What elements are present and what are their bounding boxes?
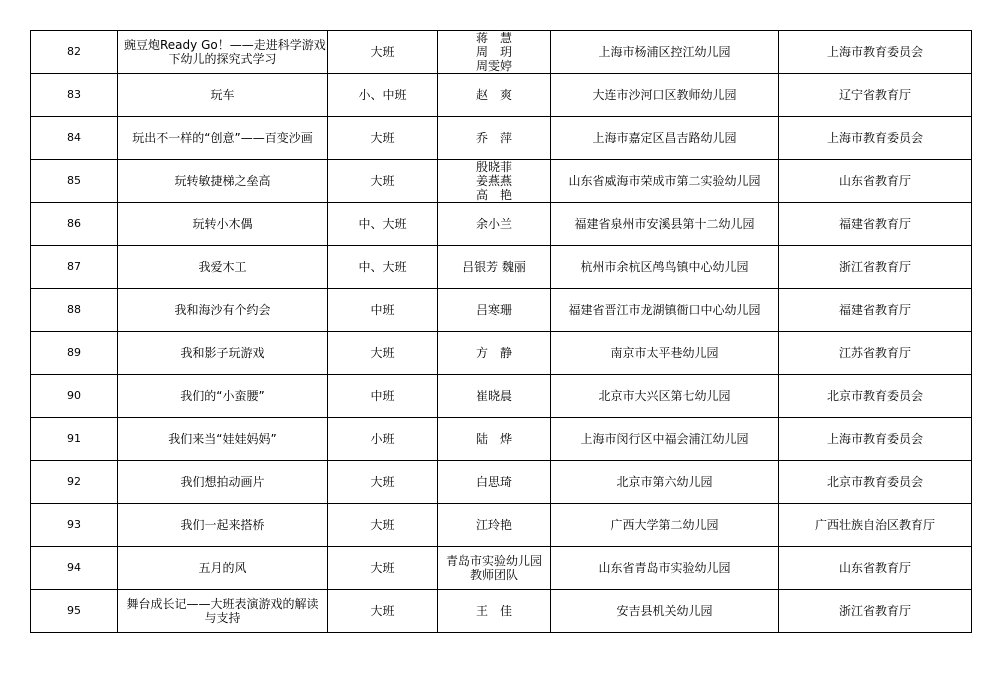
cell-title-line: 我们的“小蛮腰” bbox=[180, 389, 265, 403]
cell-authors-line: 吕银芳 魏丽 bbox=[462, 260, 526, 274]
cell-title-line: 我们一起来搭桥 bbox=[180, 518, 265, 532]
cell-authors-line: 蒋 慧 bbox=[475, 31, 512, 45]
cell-grade: 大班 bbox=[328, 332, 438, 375]
cell-authors-line: 周雯婷 bbox=[475, 59, 512, 73]
table-row bbox=[31, 504, 972, 547]
cell-number: 82 bbox=[31, 31, 118, 74]
cell-grade: 大班 bbox=[328, 504, 438, 547]
cell-grade: 中班 bbox=[328, 289, 438, 332]
cell-grade: 大班 bbox=[328, 547, 438, 590]
cell-authors-line: 吕寒珊 bbox=[475, 303, 512, 317]
cell-title bbox=[118, 160, 328, 203]
cell-school: 上海市闵行区中福会浦江幼儿园 bbox=[551, 418, 779, 461]
cell-school: 上海市嘉定区昌吉路幼儿园 bbox=[551, 117, 779, 160]
cell-authors bbox=[438, 504, 551, 547]
cell-number: 93 bbox=[31, 504, 118, 547]
cell-number: 92 bbox=[31, 461, 118, 504]
cell-school: 上海市杨浦区控江幼儿园 bbox=[551, 31, 779, 74]
cell-grade: 大班 bbox=[328, 31, 438, 74]
table-row bbox=[31, 31, 972, 74]
cell-authors bbox=[438, 590, 551, 633]
cell-number: 91 bbox=[31, 418, 118, 461]
cell-title-line: 玩车 bbox=[210, 88, 235, 102]
cell-school: 广西大学第二幼儿园 bbox=[551, 504, 779, 547]
cell-school: 福建省泉州市安溪县第十二幼儿园 bbox=[551, 203, 779, 246]
cell-title-line: 玩转敏捷梯之垒高 bbox=[174, 174, 271, 188]
cell-title-line: 下幼儿的探究式学习 bbox=[168, 52, 277, 66]
table-body bbox=[31, 31, 972, 633]
table-row bbox=[31, 203, 972, 246]
cell-school: 山东省青岛市实验幼儿园 bbox=[551, 547, 779, 590]
cell-authors bbox=[438, 203, 551, 246]
cell-authors-line: 江玲艳 bbox=[475, 518, 512, 532]
cell-title-line: 我们来当“娃娃妈妈” bbox=[168, 432, 277, 446]
cell-title-line: 我和影子玩游戏 bbox=[180, 346, 265, 360]
cell-authors-line: 殷晓菲 bbox=[475, 160, 512, 174]
document-page bbox=[30, 30, 971, 633]
cell-title bbox=[118, 31, 328, 74]
cell-school: 福建省晋江市龙湖镇衙口中心幼儿园 bbox=[551, 289, 779, 332]
cell-authors-line: 周 玥 bbox=[475, 45, 512, 59]
cell-school: 北京市大兴区第七幼儿园 bbox=[551, 375, 779, 418]
cell-school: 山东省威海市荣成市第二实验幼儿园 bbox=[551, 160, 779, 203]
cell-number: 90 bbox=[31, 375, 118, 418]
cell-authors bbox=[438, 117, 551, 160]
cell-title-line: 我爱木工 bbox=[198, 260, 247, 274]
cell-department: 浙江省教育厅 bbox=[779, 590, 972, 633]
cell-authors bbox=[438, 246, 551, 289]
cell-number: 87 bbox=[31, 246, 118, 289]
cell-number: 94 bbox=[31, 547, 118, 590]
cell-department: 广西壮族自治区教育厅 bbox=[779, 504, 972, 547]
table-row bbox=[31, 332, 972, 375]
cell-authors bbox=[438, 289, 551, 332]
cell-department: 福建省教育厅 bbox=[779, 203, 972, 246]
cell-grade: 大班 bbox=[328, 590, 438, 633]
cell-authors-line: 白思琦 bbox=[475, 475, 512, 489]
cell-title bbox=[118, 375, 328, 418]
cell-authors-line: 青岛市实验幼儿园 bbox=[445, 554, 542, 568]
cell-grade: 中、大班 bbox=[328, 246, 438, 289]
cell-department: 上海市教育委员会 bbox=[779, 117, 972, 160]
cell-department: 浙江省教育厅 bbox=[779, 246, 972, 289]
cell-grade: 中、大班 bbox=[328, 203, 438, 246]
table-row bbox=[31, 418, 972, 461]
cell-title-line: 五月的风 bbox=[198, 561, 247, 575]
cell-number: 88 bbox=[31, 289, 118, 332]
cell-school: 南京市太平巷幼儿园 bbox=[551, 332, 779, 375]
cell-number: 86 bbox=[31, 203, 118, 246]
award-list-table bbox=[30, 30, 972, 633]
cell-number: 83 bbox=[31, 74, 118, 117]
cell-school: 杭州市余杭区鸬鸟镇中心幼儿园 bbox=[551, 246, 779, 289]
cell-authors bbox=[438, 332, 551, 375]
cell-authors-line: 王 佳 bbox=[475, 604, 512, 618]
cell-authors-line: 高 艳 bbox=[475, 188, 512, 202]
cell-grade: 大班 bbox=[328, 117, 438, 160]
table-row bbox=[31, 375, 972, 418]
cell-title bbox=[118, 332, 328, 375]
table-row bbox=[31, 289, 972, 332]
cell-number: 85 bbox=[31, 160, 118, 203]
cell-department: 山东省教育厅 bbox=[779, 547, 972, 590]
cell-title bbox=[118, 289, 328, 332]
cell-grade: 大班 bbox=[328, 160, 438, 203]
cell-authors bbox=[438, 547, 551, 590]
cell-title-line: 我和海沙有个约会 bbox=[174, 303, 271, 317]
cell-authors-line: 姜燕燕 bbox=[475, 174, 512, 188]
cell-number: 95 bbox=[31, 590, 118, 633]
cell-title bbox=[118, 117, 328, 160]
table-row bbox=[31, 246, 972, 289]
cell-authors-line: 方 静 bbox=[475, 346, 512, 360]
table-row bbox=[31, 461, 972, 504]
cell-authors-line: 乔 萍 bbox=[475, 131, 512, 145]
cell-department: 上海市教育委员会 bbox=[779, 31, 972, 74]
cell-title bbox=[118, 74, 328, 117]
cell-authors bbox=[438, 375, 551, 418]
cell-title-line: 玩转小木偶 bbox=[192, 217, 253, 231]
cell-authors bbox=[438, 31, 551, 74]
cell-department: 福建省教育厅 bbox=[779, 289, 972, 332]
cell-grade: 大班 bbox=[328, 461, 438, 504]
table-row bbox=[31, 590, 972, 633]
cell-title bbox=[118, 203, 328, 246]
cell-title-line: 我们想拍动画片 bbox=[180, 475, 265, 489]
cell-authors-line: 教师团队 bbox=[469, 568, 518, 582]
cell-title bbox=[118, 590, 328, 633]
cell-title bbox=[118, 246, 328, 289]
table-row bbox=[31, 117, 972, 160]
cell-grade: 小、中班 bbox=[328, 74, 438, 117]
cell-title-line: 玩出不一样的“创意”——百变沙画 bbox=[132, 131, 313, 145]
cell-grade: 小班 bbox=[328, 418, 438, 461]
cell-title bbox=[118, 418, 328, 461]
cell-department: 北京市教育委员会 bbox=[779, 375, 972, 418]
table-row bbox=[31, 160, 972, 203]
cell-school: 安吉县机关幼儿园 bbox=[551, 590, 779, 633]
cell-department: 辽宁省教育厅 bbox=[779, 74, 972, 117]
cell-authors bbox=[438, 461, 551, 504]
cell-title-line: 豌豆炮Ready Go！——走进科学游戏 bbox=[124, 38, 326, 52]
cell-authors bbox=[438, 74, 551, 117]
cell-authors-line: 陆 烨 bbox=[475, 432, 512, 446]
cell-title bbox=[118, 547, 328, 590]
cell-department: 江苏省教育厅 bbox=[779, 332, 972, 375]
cell-authors bbox=[438, 418, 551, 461]
cell-school: 大连市沙河口区教师幼儿园 bbox=[551, 74, 779, 117]
cell-authors-line: 赵 爽 bbox=[475, 88, 512, 102]
cell-number: 89 bbox=[31, 332, 118, 375]
cell-title bbox=[118, 461, 328, 504]
cell-authors-line: 崔晓晨 bbox=[475, 389, 512, 403]
cell-school: 北京市第六幼儿园 bbox=[551, 461, 779, 504]
cell-grade: 中班 bbox=[328, 375, 438, 418]
cell-title-line: 与支持 bbox=[204, 611, 241, 625]
cell-number: 84 bbox=[31, 117, 118, 160]
cell-authors bbox=[438, 160, 551, 203]
table-row bbox=[31, 74, 972, 117]
cell-title-line: 舞台成长记——大班表演游戏的解读 bbox=[126, 597, 319, 611]
cell-department: 山东省教育厅 bbox=[779, 160, 972, 203]
cell-department: 北京市教育委员会 bbox=[779, 461, 972, 504]
cell-title bbox=[118, 504, 328, 547]
cell-department: 上海市教育委员会 bbox=[779, 418, 972, 461]
table-row bbox=[31, 547, 972, 590]
cell-authors-line: 余小兰 bbox=[475, 217, 512, 231]
